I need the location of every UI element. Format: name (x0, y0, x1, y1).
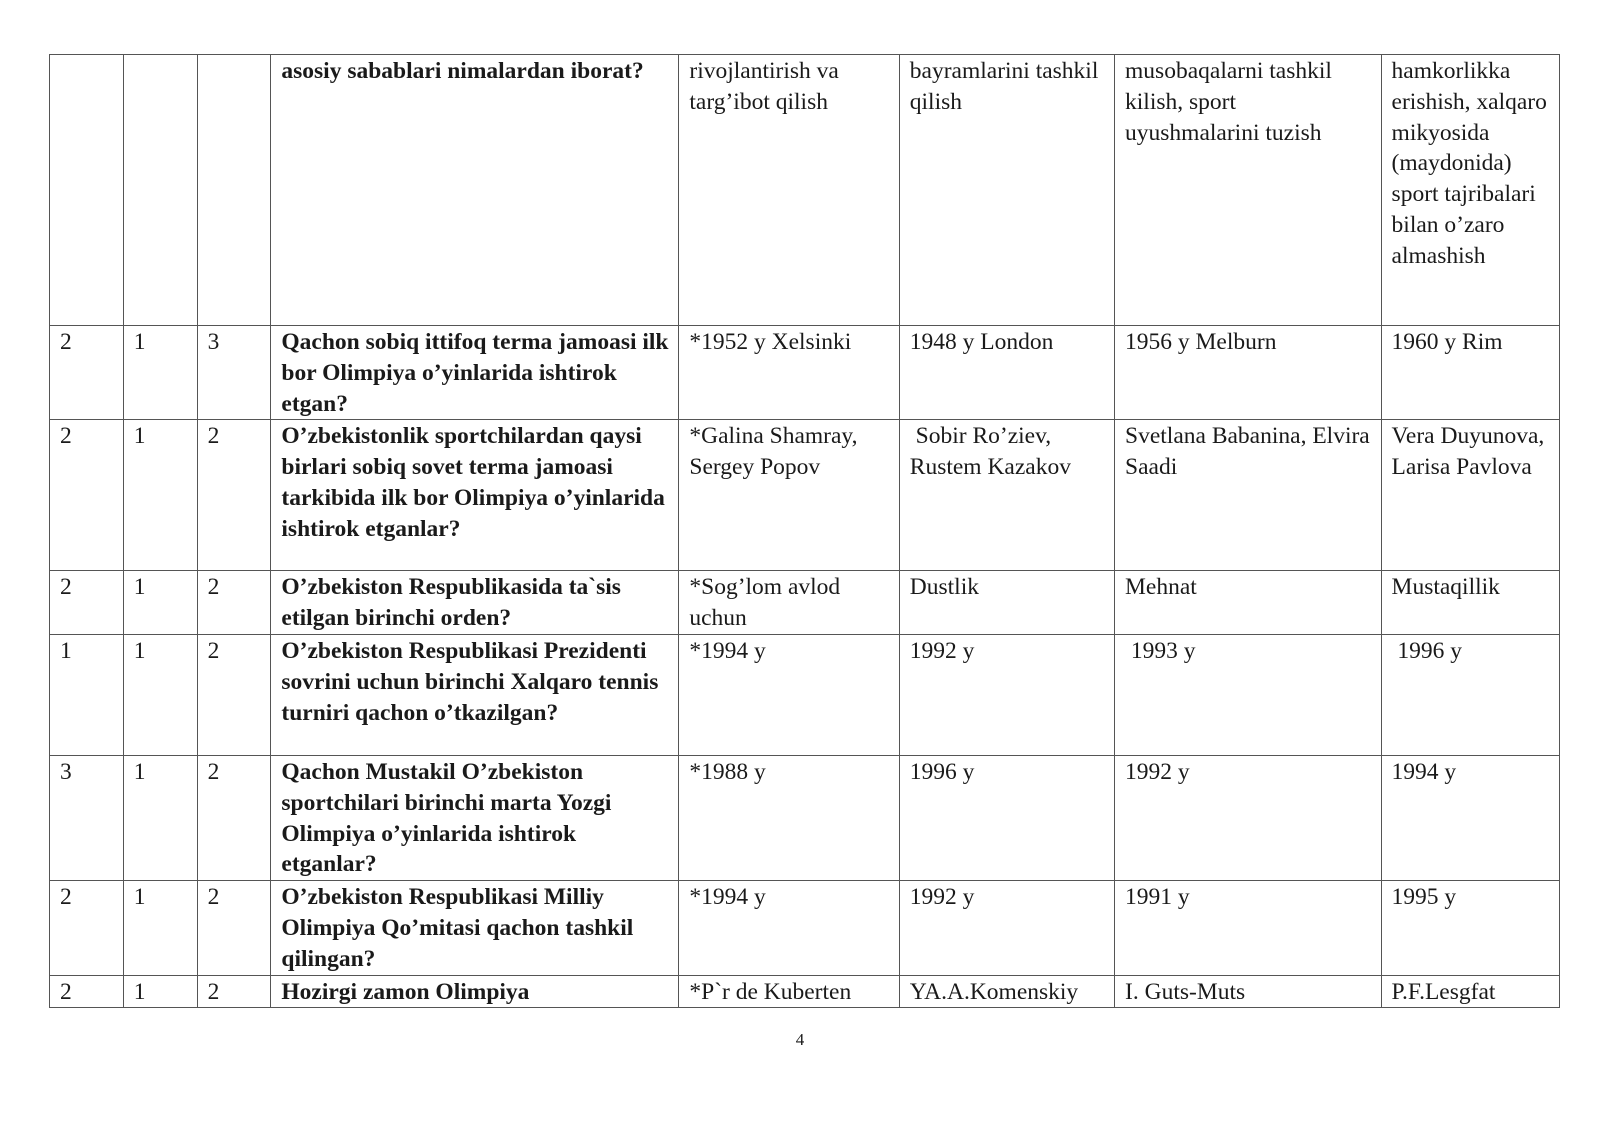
answer-cell: 1996 y (1381, 634, 1559, 755)
cell-col3: 2 (197, 571, 271, 635)
table-row (50, 755, 1560, 880)
answer-cell: 1960 y Rim (1381, 326, 1559, 420)
answer-cell: 1991 y (1115, 881, 1382, 975)
answer-cell-correct: *P`r de Kuberten (679, 975, 899, 1008)
table-row (50, 420, 1560, 571)
cell-col1: 2 (50, 420, 124, 571)
answer-cell: Svetlana Babanina, Elvira Saadi (1115, 420, 1382, 571)
answer-cell: 1992 y (899, 881, 1114, 975)
cell-col2: 1 (123, 420, 197, 571)
cell-col3 (197, 55, 271, 326)
page-number: 4 (795, 1030, 805, 1049)
answer-cell-correct: *Galina Shamray, Sergey Popov (679, 420, 899, 571)
answer-cell: musobaqalarni tashkil kilish, sport uyushmalarini tuzish (1115, 55, 1382, 326)
answer-cell: Sobir Ro’ziev, Rustem Kazakov (899, 420, 1114, 571)
cell-col3: 2 (197, 881, 271, 975)
cell-col2: 1 (123, 634, 197, 755)
answer-cell: YA.A.Komenskiy (899, 975, 1114, 1008)
table-row (50, 55, 1560, 326)
answer-cell-correct: *1952 y Xelsinki (679, 326, 899, 420)
cell-col2: 1 (123, 755, 197, 880)
cell-col1: 2 (50, 571, 124, 635)
answer-cell: 1993 y (1115, 634, 1382, 755)
answer-cell: Dustlik (899, 571, 1114, 635)
answer-cell: Mustaqillik (1381, 571, 1559, 635)
table-row (50, 881, 1560, 975)
cell-col2: 1 (123, 326, 197, 420)
cell-col1 (50, 55, 124, 326)
question-cell: Qachon Mustakil O’zbekiston sportchilari birinchi marta Yozgi Olimpiya o’yinlarida ishtirok etganlar? (271, 755, 679, 880)
answer-cell: 1992 y (1115, 755, 1382, 880)
answer-cell: 1994 y (1381, 755, 1559, 880)
question-cell: O’zbekiston Respublikasida ta`sis etilgan birinchi orden? (271, 571, 679, 635)
cell-col1: 2 (50, 881, 124, 975)
question-cell: Qachon sobiq ittifoq terma jamoasi ilk bor Olimpiya o’yinlarida ishtirok etgan? (271, 326, 679, 420)
cell-col3: 2 (197, 755, 271, 880)
answer-cell: 1948 y London (899, 326, 1114, 420)
answer-cell: 1995 y (1381, 881, 1559, 975)
cell-col3: 2 (197, 420, 271, 571)
question-cell: O’zbekiston Respublikasi Prezidenti sovrini uchun birinchi Xalqaro tennis turniri qachon o’tkazilgan? (271, 634, 679, 755)
question-cell: O’zbekistonlik sportchilardan qaysi birlari sobiq sovet terma jamoasi tarkibida ilk bor Olimpiya o’yinlarida ishtirok etganlar? (271, 420, 679, 571)
cell-col3: 3 (197, 326, 271, 420)
answer-cell: I. Guts-Muts (1115, 975, 1382, 1008)
answer-cell-correct: *Sog’lom avlod uchun (679, 571, 899, 635)
answer-cell: 1956 y Melburn (1115, 326, 1382, 420)
question-cell: O’zbekiston Respublikasi Milliy Olimpiya Qo’mitasi qachon tashkil qilingan? (271, 881, 679, 975)
question-cell: Hozirgi zamon Olimpiya (271, 975, 679, 1008)
question-cell: asosiy sabablari nimalardan iborat? (271, 55, 679, 326)
table-row (50, 975, 1560, 1008)
table-row (50, 326, 1560, 420)
quiz-table (49, 54, 1560, 1008)
answer-cell: P.F.Lesgfat (1381, 975, 1559, 1008)
answer-cell-correct: *1994 y (679, 634, 899, 755)
answer-cell: Vera Duyunova, Larisa Pavlova (1381, 420, 1559, 571)
answer-cell: 1996 y (899, 755, 1114, 880)
answer-cell-correct: rivojlantirish va targ’ibot qilish (679, 55, 899, 326)
cell-col2: 1 (123, 571, 197, 635)
cell-col2: 1 (123, 975, 197, 1008)
cell-col3: 2 (197, 634, 271, 755)
answer-cell: Mehnat (1115, 571, 1382, 635)
answer-cell: hamkorlikka erishish, xalqaro mikyosida (maydonida) sport tajribalari bilan o’zaro almashish (1381, 55, 1559, 326)
cell-col1: 3 (50, 755, 124, 880)
answer-cell: bayramlarini tashkil qilish (899, 55, 1114, 326)
cell-col2 (123, 55, 197, 326)
cell-col1: 1 (50, 634, 124, 755)
table-row (50, 634, 1560, 755)
answer-cell-correct: *1994 y (679, 881, 899, 975)
cell-col3: 2 (197, 975, 271, 1008)
cell-col2: 1 (123, 881, 197, 975)
cell-col1: 2 (50, 975, 124, 1008)
cell-col1: 2 (50, 326, 124, 420)
answer-cell: 1992 y (899, 634, 1114, 755)
answer-cell-correct: *1988 y (679, 755, 899, 880)
table-row (50, 571, 1560, 635)
